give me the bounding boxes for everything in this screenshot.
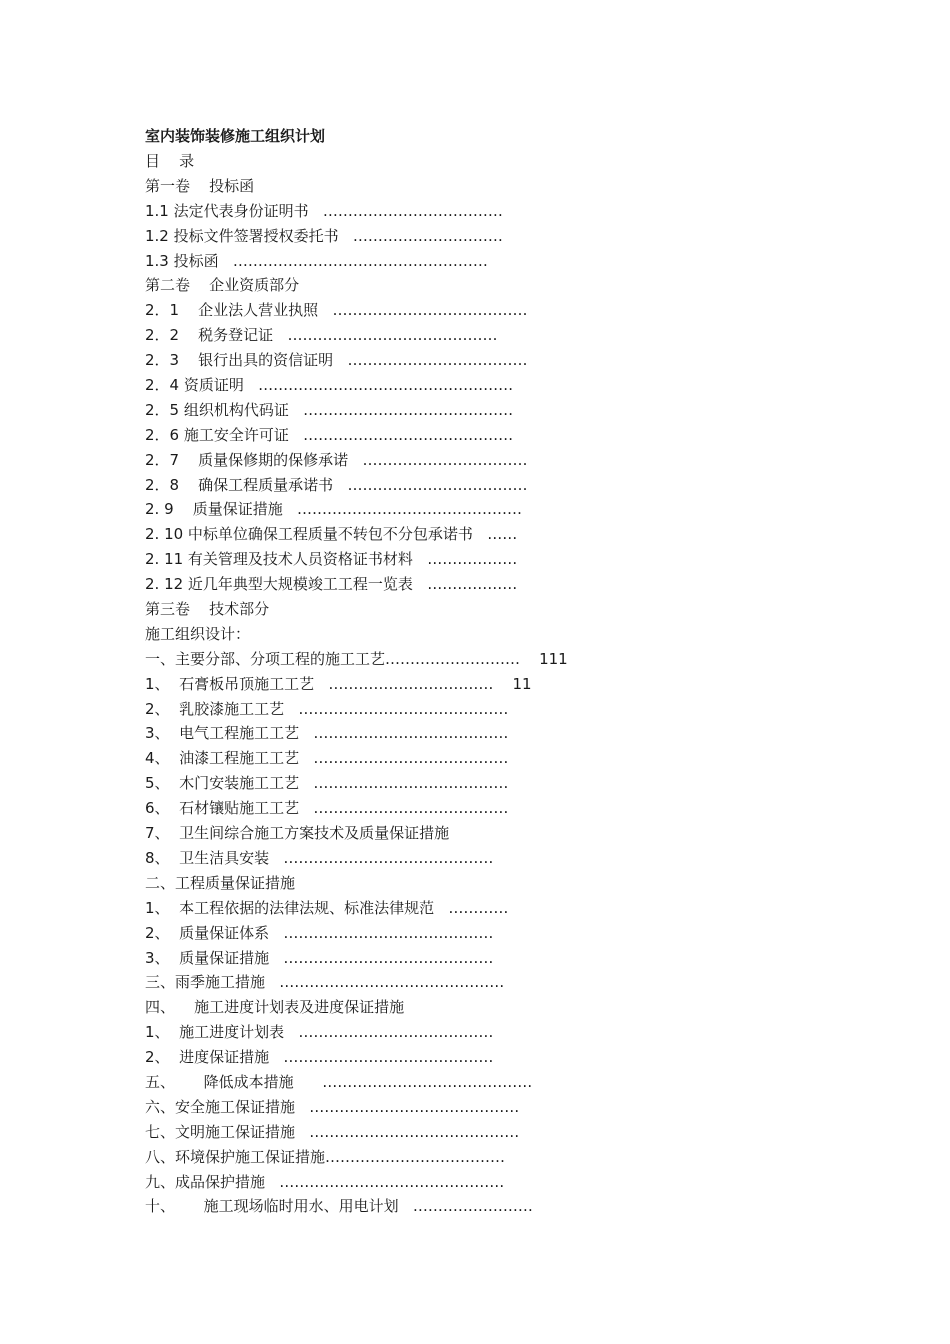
toc-entry: 2．6 施工安全许可证 ……………………………………: [145, 425, 514, 444]
toc-entry: 6、 石材镶贴施工工艺 …………………………………: [145, 799, 509, 818]
toc-entry: 1.3 投标函 ……………………………………………: [145, 251, 488, 270]
toc-entry: 2．8 确保工程质量承诺书 ………………………………: [145, 475, 528, 494]
toc-entry: 施工组织设计：: [145, 624, 251, 643]
toc-entry: 1、 本工程依据的法律法规、标准法律规范 …………: [145, 898, 509, 917]
toc-entry: 2．5 组织机构代码证 ……………………………………: [145, 400, 514, 419]
toc-entry: 2. 10 中标单位确保工程质量不转包不分包承诺书 ……: [145, 525, 518, 544]
toc-entry: 8、 卫生洁具安装 ……………………………………: [145, 848, 494, 867]
toc-entry: 七、文明施工保证措施 ……………………………………: [145, 1122, 520, 1141]
toc-entry: 5、 木门安装施工工艺 …………………………………: [145, 774, 509, 793]
toc-entry: 3、 质量保证措施 ……………………………………: [145, 948, 494, 967]
toc-entry: 二、工程质量保证措施: [145, 873, 296, 892]
toc-entry: 1、 石膏板吊顶施工工艺 …………………………… 11: [145, 674, 532, 693]
toc-entry: 2、 乳胶漆施工工艺 ……………………………………: [145, 699, 509, 718]
toc-entry: 2. 9 质量保证措施 ………………………………………: [145, 500, 523, 519]
toc-entry: 1.2 投标文件签署授权委托书 …………………………: [145, 226, 503, 245]
toc-entry: 第三卷 技术部分: [145, 600, 270, 619]
toc-entry: 四、 施工进度计划表及进度保证措施: [145, 998, 405, 1017]
toc-entry: 九、成品保护措施 ………………………………………: [145, 1172, 505, 1191]
toc-entry: 八、环境保护施工保证措施………………………………: [145, 1147, 506, 1166]
toc-entry: 一、主要分部、分项工程的施工工艺……………………… 111: [145, 649, 568, 668]
toc-entry: 1.1 法定代表身份证明书 ………………………………: [145, 201, 503, 220]
toc-entry: 2、 质量保证体系 ……………………………………: [145, 923, 494, 942]
toc-list: [145, 174, 905, 1219]
toc-entry: 五、 降低成本措施 ……………………………………: [145, 1072, 533, 1091]
toc-entry: 2．3 银行出具的资信证明 ………………………………: [145, 351, 528, 370]
toc-entry: 2. 11 有关管理及技术人员资格证书材料 ………………: [145, 550, 518, 569]
toc-entry: 2、 进度保证措施 ……………………………………: [145, 1048, 494, 1067]
toc-entry: 第二卷 企业资质部分: [145, 276, 300, 295]
toc-entry: 2．2 税务登记证 ……………………………………: [145, 326, 498, 345]
toc-entry: 3、 电气工程施工工艺 …………………………………: [145, 724, 509, 743]
document-title: 室内装饰装修施工组织计划: [145, 127, 326, 145]
toc-entry: 十、 施工现场临时用水、用电计划 ……………………: [145, 1197, 533, 1216]
toc-entry: 六、安全施工保证措施 ……………………………………: [145, 1097, 520, 1116]
toc-entry: 第一卷 投标函: [145, 176, 255, 195]
toc-entry: 三、雨季施工措施 ………………………………………: [145, 973, 505, 992]
toc-entry: 2. 12 近几年典型大规模竣工工程一览表 ………………: [145, 575, 518, 594]
toc-entry: 7、 卫生间综合施工方案技术及质量保证措施: [145, 824, 450, 843]
toc-entry: 2．1 企业法人营业执照 …………………………………: [145, 301, 528, 320]
toc-entry: 4、 油漆工程施工工艺 …………………………………: [145, 749, 509, 768]
toc-entry: 2．4 资质证明 ……………………………………………: [145, 376, 514, 395]
toc-heading: 目 录: [145, 152, 195, 170]
toc-entry: 2．7 质量保修期的保修承诺 ……………………………: [145, 450, 528, 469]
toc-entry: 1、 施工进度计划表 …………………………………: [145, 1023, 494, 1042]
document-page: [145, 124, 905, 1219]
